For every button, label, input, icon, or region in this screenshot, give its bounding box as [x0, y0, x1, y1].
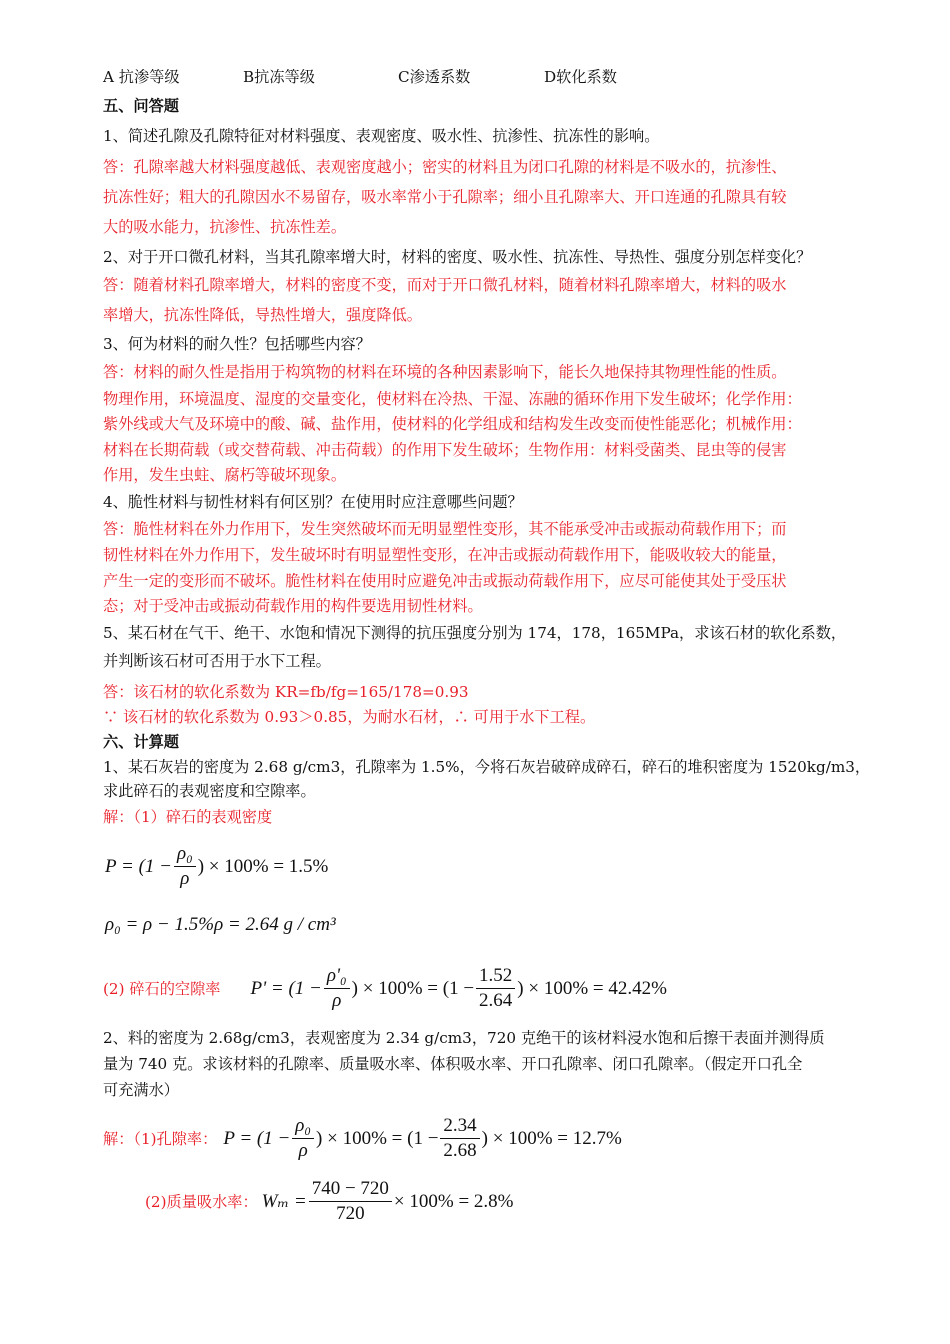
answer-3-line: 材料在长期荷载（或交替荷载、冲击荷载）的作用下发生破坏；生物作用：材料受菌类、昆虫等的侵害: [103, 441, 787, 459]
calc-question-2-line: 量为 740 克。求该材料的孔隙率、质量吸水率、体积吸水率、开口孔隙率、闭口孔隙率。（假定开口孔全: [103, 1055, 803, 1073]
section-5-title: 五、问答题: [103, 97, 179, 115]
answer-3-line: 紫外线或大气及环境中的酸、碱、盐作用，使材料的化学组成和结构发生改变而使性能恶化；机械作用：: [103, 415, 802, 433]
question-1: 1、简述孔隙及孔隙特征对材料强度、表观密度、吸水性、抗渗性、抗冻性的影响。: [103, 127, 660, 145]
option-c: C渗透系数: [398, 68, 471, 86]
formula-void-ratio: [103, 965, 667, 1012]
answer-4-line: 答：脆性材料在外力作用下，发生突然破坏而无明显塑性变形，其不能承受冲击或振动荷载作用下；而: [103, 520, 787, 538]
calc-question-1-line: 1、某石灰岩的密度为 2.68 g/cm3，孔隙率为 1.5%，今将石灰岩破碎成碎石，碎石的堆积密度为 1520kg/m3，: [103, 758, 871, 776]
fraction-denominator: 2.68: [443, 1140, 477, 1161]
fraction-numerator: 740 − 720: [309, 1178, 392, 1202]
fraction-numerator: ρ₀: [292, 1115, 314, 1139]
formula-label: 解：（1)孔隙率：: [103, 1130, 218, 1148]
answer-4-line: 态；对于受冲击或振动荷载作用的构件要选用韧性材料。: [103, 597, 483, 615]
formula-lhs: P = (1 −: [223, 1127, 291, 1149]
question-2: 2、对于开口微孔材料，当其孔隙率增大时，材料的密度、吸水性、抗冻性、导热性、强度分别怎样变化？: [103, 248, 812, 266]
answer-3-line: 作用，发生虫蛀、腐朽等破坏现象。: [103, 466, 346, 484]
formula-lhs: P' = (1 −: [250, 977, 322, 999]
fraction-denominator: ρ: [298, 1140, 308, 1161]
formula-mid: ) × 100% = (1 −: [316, 1127, 439, 1149]
answer-2-line: 答：随着材料孔隙率增大，材料的密度不变，而对于开口微孔材料，随着材料孔隙率增大，材料的吸水: [103, 276, 787, 294]
fraction-numerator: 1.52: [476, 965, 515, 989]
fraction: [174, 843, 196, 890]
answer-3-line: 答：材料的耐久性是指用于构筑物的材料在环境的各种因素影响下，能长久地保持其物理性能的性质。: [103, 363, 787, 381]
formula-label: (2) 碎石的空隙率: [103, 980, 221, 998]
fraction: [292, 1115, 314, 1162]
fraction: [440, 1115, 479, 1162]
formula-rhs: ) × 100% = 1.5%: [197, 855, 329, 877]
fraction-numerator: ρ₀: [174, 843, 196, 867]
calc-question-2-line: 2、料的密度为 2.68g/cm3，表观密度为 2.34 g/cm3，720 克绝干的该材料浸水饱和后擦干表面并测得质: [103, 1029, 825, 1047]
fraction-numerator: 2.34: [440, 1115, 479, 1139]
answer-5-line: 答：该石材的软化系数为 KR=fb/fg=165/178=0.93: [103, 683, 469, 701]
fraction-denominator: 720: [336, 1203, 365, 1224]
formula-rhs: ) × 100% = 42.42%: [517, 977, 667, 999]
formula-porosity: [105, 843, 328, 890]
question-5-line: 5、某石材在气干、绝干、水饱和情况下测得的抗压强度分别为 174，178，165MPa，求该石材的软化系数，: [103, 624, 847, 642]
fraction: [476, 965, 515, 1012]
section-6-title: 六、计算题: [103, 733, 179, 751]
question-5-line: 并判断该石材可否用于水下工程。: [103, 652, 331, 670]
solution-1-label: 解：（1）碎石的表观密度: [103, 808, 273, 826]
option-d: D软化系数: [544, 68, 617, 86]
calc-question-2-line: 可充满水）: [103, 1081, 179, 1099]
fraction-denominator: ρ: [180, 868, 190, 889]
formula-rhs: ) × 100% = 12.7%: [481, 1127, 622, 1149]
fraction-denominator: ρ: [332, 990, 342, 1011]
formula-label: (2)质量吸水率：: [145, 1193, 258, 1211]
formula-porosity-2: [103, 1115, 622, 1162]
fraction-numerator: ρ'₀: [324, 965, 350, 989]
formula-rhs: × 100% = 2.8%: [393, 1190, 514, 1212]
fraction: [324, 965, 350, 1012]
question-4: 4、脆性材料与韧性材料有何区别？在使用时应注意哪些问题？: [103, 493, 523, 511]
answer-4-line: 韧性材料在外力作用下，发生破坏时有明显塑性变形，在冲击或振动荷载作用下，能吸收较大的能量，: [103, 546, 787, 564]
formula-apparent-density: [105, 914, 336, 936]
answer-1-line: 抗冻性好；粗大的孔隙因水不易留存，吸水率常小于孔隙率；细小且孔隙率大、开口连通的孔隙具有较: [103, 188, 787, 206]
question-3: 3、何为材料的耐久性？包括哪些内容？: [103, 335, 371, 353]
answer-1-line: 答：孔隙率越大材料强度越低、表观密度越小；密实的材料且为闭口孔隙的材料是不吸水的，抗渗性、: [103, 158, 787, 176]
formula-lhs: P = (1 −: [105, 855, 172, 877]
answer-3-line: 物理作用，环境温度、湿度的交量变化，使材料在冷热、干湿、冻融的循环作用下发生破坏；化学作用：: [103, 390, 802, 408]
calc-question-1-line: 求此碎石的表观密度和空隙率。: [103, 782, 316, 800]
formula-text: ρ₀ = ρ − 1.5%ρ = 2.64 g / cm³: [105, 914, 336, 935]
answer-2-line: 率增大，抗冻性降低，导热性增大，强度降低。: [103, 306, 422, 324]
formula-mid: ) × 100% = (1 −: [351, 977, 475, 999]
answer-4-line: 产生一定的变形而不破坏。脆性材料在使用时应避免冲击或振动荷载作用下，应尽可能使其处于受压状: [103, 572, 787, 590]
formula-mass-absorption: [145, 1178, 514, 1225]
option-b: B抗冻等级: [243, 68, 315, 86]
answer-5-line: ∵ 该石材的软化系数为 0.93＞0.85，为耐水石材，∴ 可用于水下工程。: [103, 708, 596, 726]
fraction: [309, 1178, 392, 1225]
answer-1-line: 大的吸水能力，抗渗性、抗冻性差。: [103, 218, 346, 236]
option-a: A 抗渗等级: [103, 68, 180, 86]
fraction-denominator: 2.64: [479, 990, 513, 1011]
formula-lhs: Wₘ =: [261, 1191, 307, 1212]
